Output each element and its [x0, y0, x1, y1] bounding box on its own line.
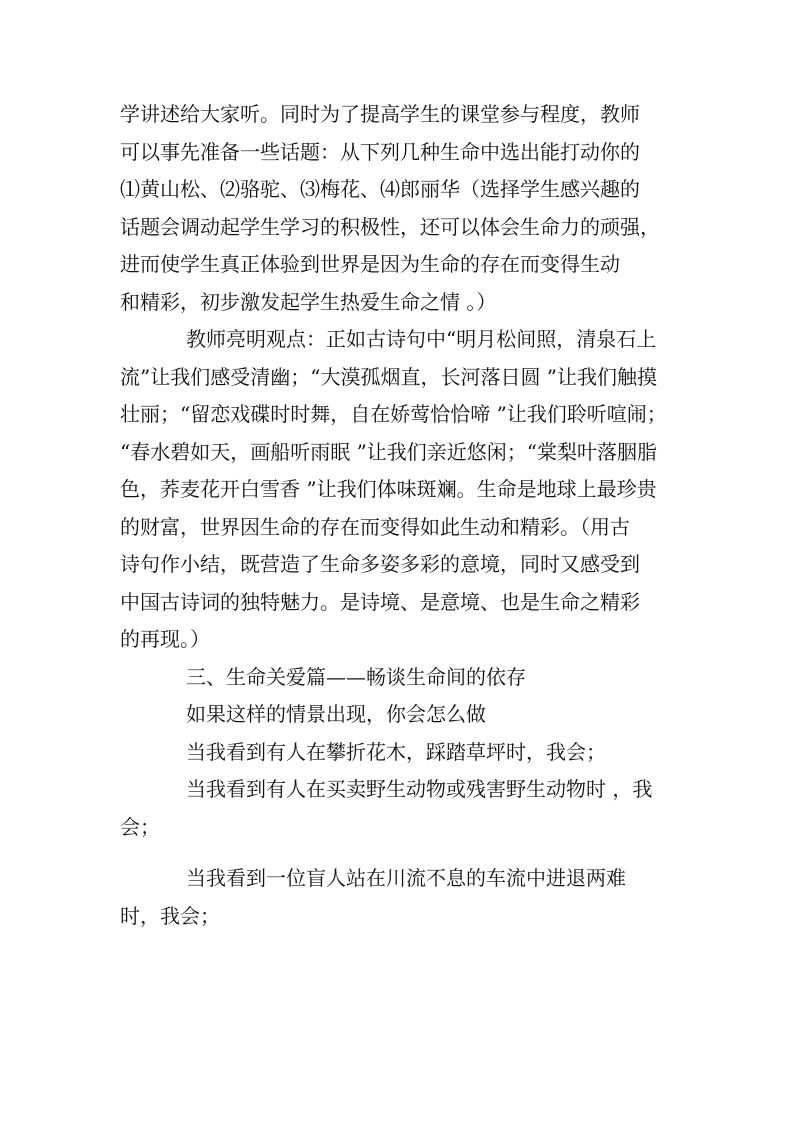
document-body: [120, 96, 676, 935]
paragraph-line: 和精彩，初步激发起学生热爱生命之情 。）: [120, 289, 497, 314]
paragraph-line: 当我看到一位盲人站在川流不息的车流中进退两难: [186, 866, 626, 890]
paragraph-line: 学讲述给大家听。同时为了提高学生的课堂参与程度，教师: [120, 102, 640, 126]
paragraph-line: 的再现。）: [120, 627, 210, 651]
paragraph-line: 中国古诗词的独特魅力。是诗境、是意境、也是生命之精彩: [120, 589, 640, 614]
paragraph-line: 教师亮明观点：正如古诗句中“明月松间照，清泉石上: [186, 327, 657, 351]
paragraph-line: 色，荞麦花开白雪香 ”让我们体味斑斓。生命是地球上最珍贵: [120, 477, 657, 501]
paragraph-line: ⑴黄山松、⑵骆驼、⑶梅花、⑷郎丽华（选择学生感兴趣的: [120, 177, 640, 201]
paragraph-line: 进而使学生真正体验到世界是因为生命的存在而变得生动: [120, 252, 620, 276]
paragraph-line: 话题会调动起学生学习的积极性，还可以体会生命力的顽强，: [120, 214, 660, 239]
paragraph-line: 时，我会；: [120, 903, 220, 928]
paragraph-line: 的财富，世界因生命的存在而变得如此生动和精彩。（用古: [120, 514, 630, 539]
paragraph-line: 可以事先准备一些话题：从下列几种生命中选出能打动你的: [120, 139, 640, 164]
paragraph-line: 会；: [120, 814, 160, 839]
paragraph-line: 当我看到有人在攀折花木，踩踏草坪时，我会；: [186, 739, 606, 764]
paragraph-line: “春水碧如天，画船听雨眠 ”让我们亲近悠闲；“棠梨叶落胭脂: [120, 439, 658, 464]
paragraph-line: 壮丽；“留恋戏碟时时舞，自在娇莺恰恰啼 ”让我们聆听喧闹；: [120, 402, 667, 426]
section-heading: 三、生命关爱篇——畅谈生命间的依存: [186, 664, 526, 689]
paragraph-line: 当我看到有人在买卖野生动物或残害野生动物时 ，我: [186, 777, 653, 801]
paragraph-line: 流”让我们感受清幽；“大漠孤烟直，长河落日圆 ”让我们触摸: [120, 364, 658, 389]
paragraph-line: 如果这样的情景出现，你会怎么做: [186, 702, 486, 726]
paragraph-line: 诗句作小结，既营造了生命多姿多彩的意境，同时又感受到: [120, 552, 640, 576]
